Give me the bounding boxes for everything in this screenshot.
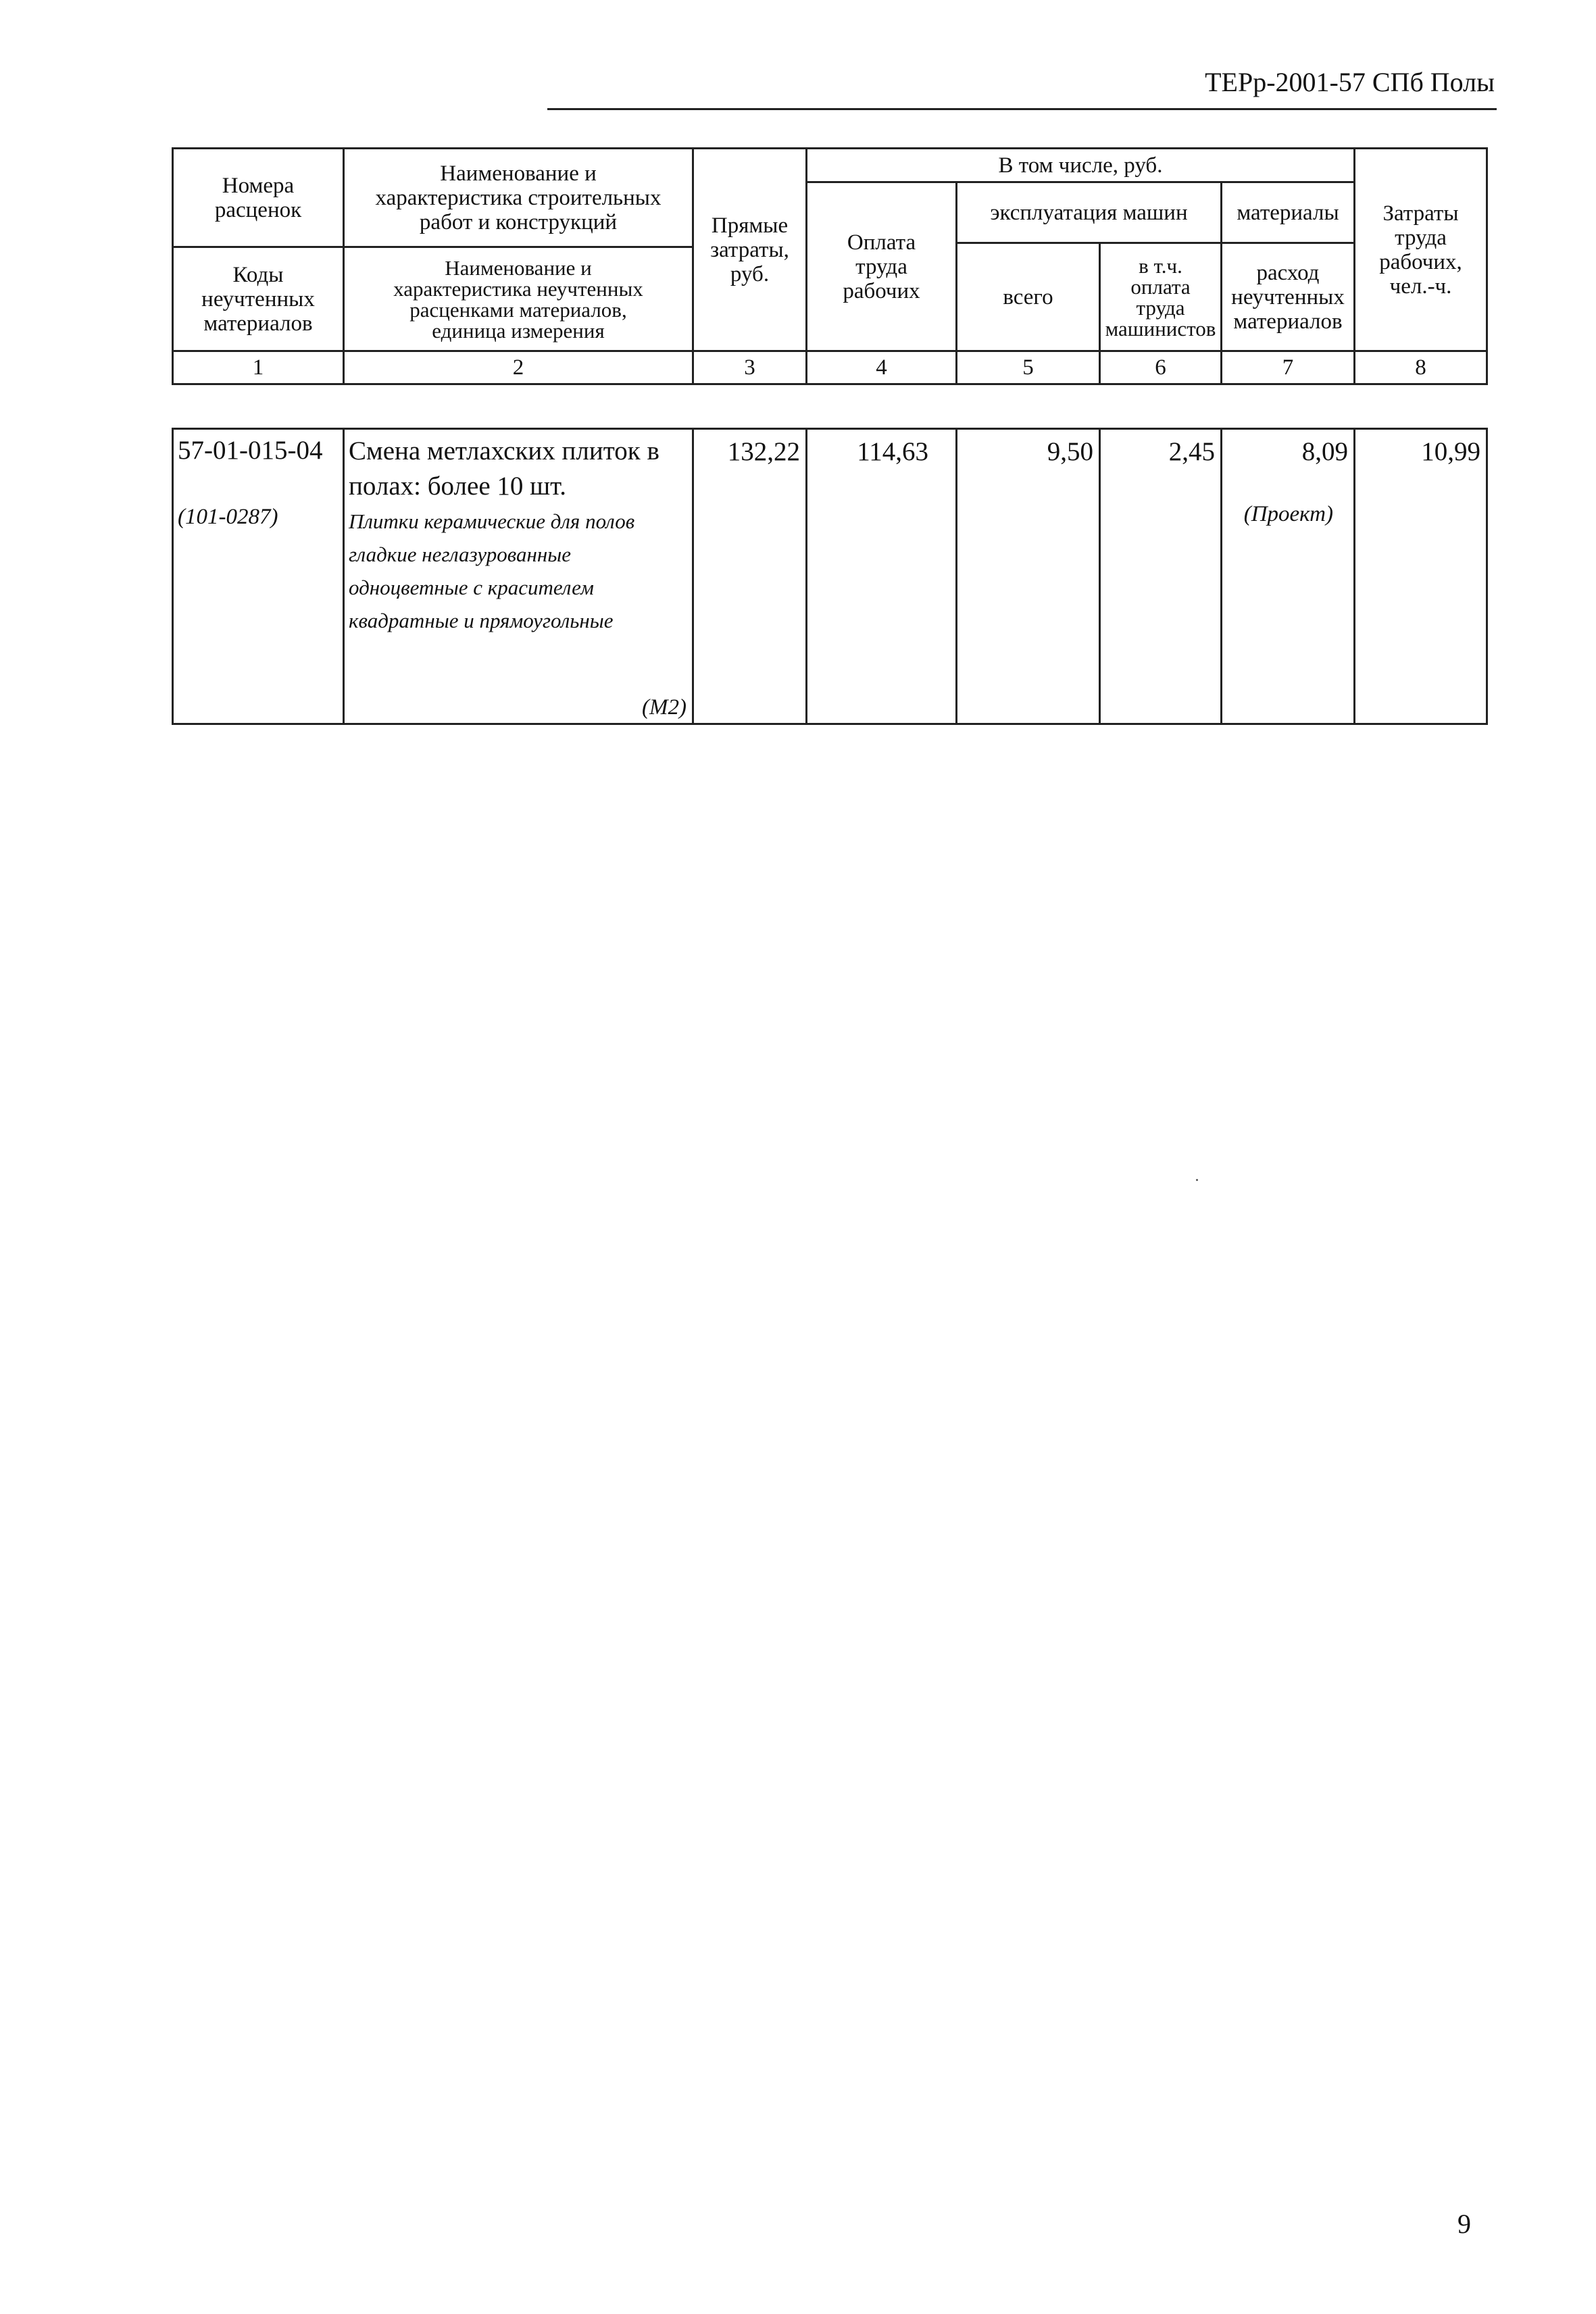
work-name-line: Смена метлахских плиток в	[349, 436, 659, 466]
work-name-line: полах: более 10 шт.	[349, 472, 567, 501]
header-labor-hours: Затраты труда рабочих, чел.-ч.	[1355, 149, 1487, 351]
column-number: 8	[1355, 351, 1487, 384]
document-header-title: ТЕРр-2001-57 СПб Полы	[1205, 67, 1495, 97]
header-direct-costs: Прямые затраты, руб.	[693, 149, 807, 351]
header-group-materials: материалы	[1222, 182, 1355, 243]
material-name-line: гладкие неглазурованные	[349, 543, 571, 566]
header-material-codes: Коды неучтенных материалов	[173, 247, 344, 351]
header-rate-numbers: Номера расценок	[173, 149, 344, 247]
material-name-line: Плитки керамические для полов	[349, 509, 635, 533]
header-rule	[547, 108, 1497, 110]
header-machines-total: всего	[957, 243, 1100, 351]
labor-pay-value: 114,63	[807, 429, 957, 724]
direct-costs-value: 132,22	[693, 429, 807, 724]
header-labor-pay: Оплата труда рабочих	[807, 182, 957, 351]
material-unit: (М2)	[642, 695, 687, 720]
materials-value: 8,09	[1301, 437, 1348, 466]
materials-cell	[1222, 429, 1355, 724]
rates-table	[172, 428, 1488, 725]
column-number: 4	[807, 351, 957, 384]
table-row	[173, 429, 1487, 724]
rate-code-cell	[173, 429, 344, 724]
header-machinists-pay: в т.ч. оплата труда машинистов	[1100, 243, 1222, 351]
column-number: 6	[1100, 351, 1222, 384]
column-number: 5	[957, 351, 1100, 384]
material-name-line: квадратные и прямоугольные	[349, 609, 614, 632]
materials-note: (Проект)	[1243, 502, 1333, 526]
column-number: 7	[1222, 351, 1355, 384]
material-code: (101-0287)	[178, 505, 278, 529]
machinists-pay-value: 2,45	[1100, 429, 1222, 724]
column-number: 1	[173, 351, 344, 384]
column-number: 3	[693, 351, 807, 384]
header-group-including: В том числе, руб.	[807, 149, 1355, 182]
scan-speck	[1196, 1179, 1198, 1181]
column-number: 2	[344, 351, 693, 384]
header-materials-consumption: расход неучтенных материалов	[1222, 243, 1355, 351]
page-number: 9	[1457, 2209, 1471, 2239]
header-material-name: Наименование и характеристика неучтенных расценками материалов, единица измерения	[344, 247, 693, 351]
machines-total-value: 9,50	[957, 429, 1100, 724]
table-header	[172, 147, 1488, 385]
header-work-name: Наименование и характеристика строительных работ и конструкций	[344, 149, 693, 247]
work-name-cell	[344, 429, 693, 724]
rate-code: 57-01-015-04	[178, 436, 323, 465]
labor-hours-value: 10,99	[1355, 429, 1487, 724]
material-name-line: одноцветные с красителем	[349, 576, 594, 599]
header-group-machines: эксплуатация машин	[957, 182, 1222, 243]
